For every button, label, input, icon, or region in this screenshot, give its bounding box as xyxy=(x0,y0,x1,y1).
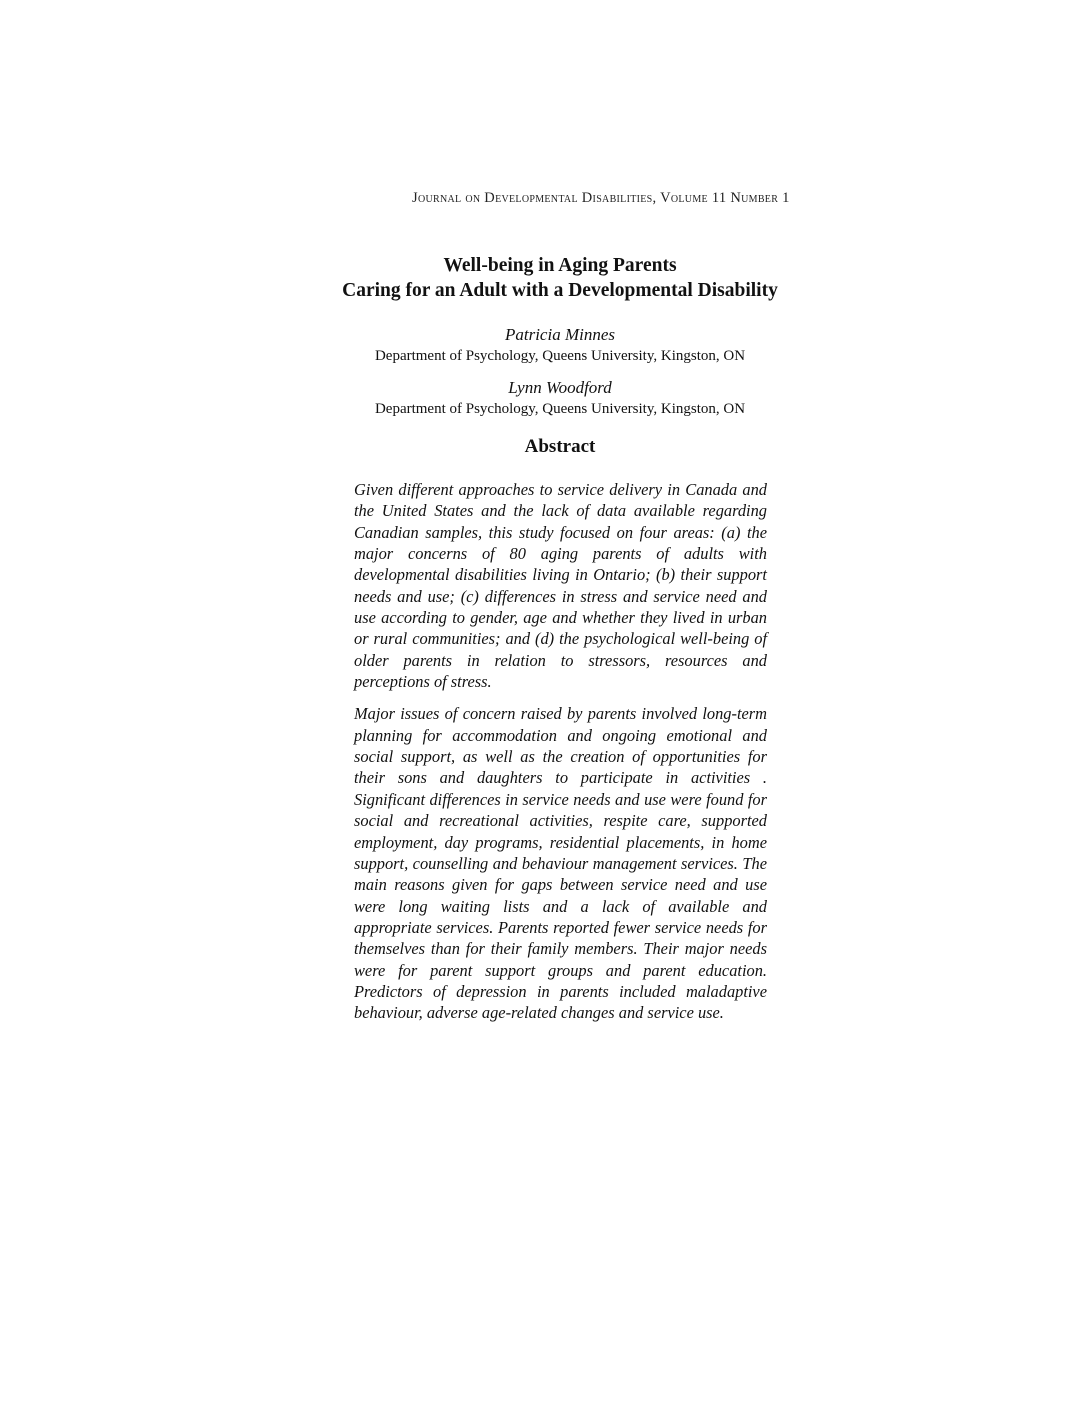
title-line-1: Well-being in Aging Parents xyxy=(443,255,677,276)
abstract-paragraph: Given different approaches to service delivery in Canada and the United States and the lack of data available regarding Canadian samples, this study focused on four areas: (a) the major concerns of 80 aging parents of adults with developmental disabilities living in Ontario; (b) their support needs and use; (c) differences in stress and service need and use according to gender, age and whether they lived in urban or rural communities; and (d) the psychological well-being of older parents in relation to stressors, resources and perceptions of stress. xyxy=(354,480,767,692)
abstract-heading: Abstract xyxy=(524,436,596,457)
author-block xyxy=(0,324,1088,366)
author-affiliation: Department of Psychology, Queens University, Kingston, ON xyxy=(374,401,746,417)
paper-title xyxy=(0,253,1088,303)
title-line-2: Caring for an Adult with a Developmental Disability xyxy=(342,280,778,301)
author-name: Lynn Woodford xyxy=(508,378,612,397)
abstract-paragraph: Major issues of concern raised by parents involved long-term planning for accommodation and ongoing emotional and social support, as well as the creation of opportunities for their sons and daughters to participate in activities . Significant differences in service needs and use were found for social and recreational activities, respite care, supported employment, day programs, residential placements, in home support, counselling and behaviour management services. The main reasons given for gaps between service need and use were long waiting lists and a lack of available and appropriate services. Parents reported fewer service needs for themselves than for their family members. Their major needs were for parent support groups and parent education. Predictors of depression in parents included maladaptive behaviour, adverse age-related changes and service use. xyxy=(354,704,767,1023)
author-block xyxy=(0,377,1088,419)
running-header: Journal on Developmental Disabilities, Volume 11 Number 1 xyxy=(412,190,790,206)
abstract-body xyxy=(354,479,767,1035)
author-affiliation: Department of Psychology, Queens University, Kingston, ON xyxy=(374,348,746,364)
author-name: Patricia Minnes xyxy=(504,325,615,344)
